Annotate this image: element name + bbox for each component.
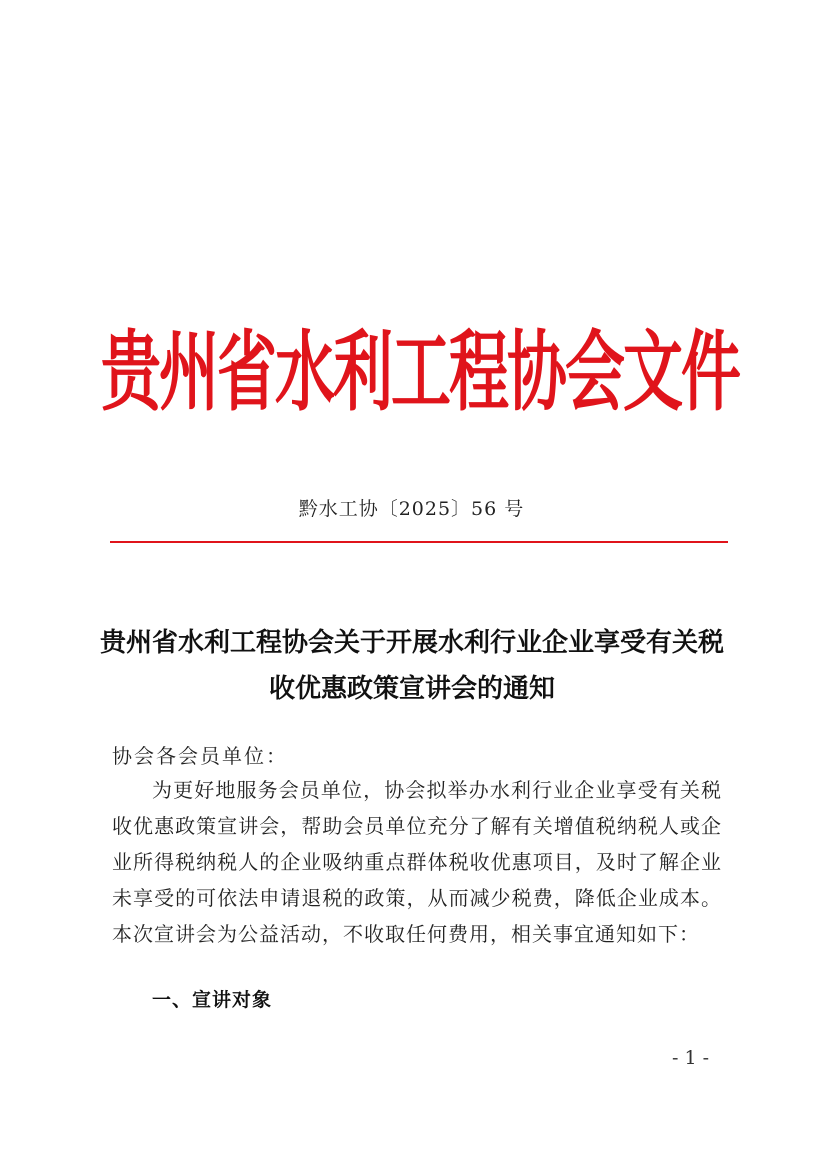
notice-title: 贵州省水利工程协会关于开展水利行业企业享受有关税收优惠政策宣讲会的通知 (100, 628, 725, 704)
masthead-title: 贵州省水利工程协会文件 (101, 322, 739, 424)
document-number: 黔水工协〔2025〕56 号 (298, 498, 525, 520)
salutation: 协会各会员单位： (112, 744, 288, 768)
red-divider-line (110, 541, 728, 543)
body-paragraph: 为更好地服务会员单位，协会拟举办水利行业企业享受有关税收优惠政策宣讲会，帮助会员单位充分了解有关增值税纳税人或企业所得税纳税人的企业吸纳重点群体税收优惠项目，及时了解企业未享受的可依法申请退税的政策，从而减少税费，降低企业成本。本次宣讲会为公益活动，不收取任何费用，相关事宜通知如下： (112, 778, 722, 946)
section-heading: 一、宣讲对象 (152, 989, 273, 1011)
page-number: - 1 - (672, 1047, 710, 1069)
